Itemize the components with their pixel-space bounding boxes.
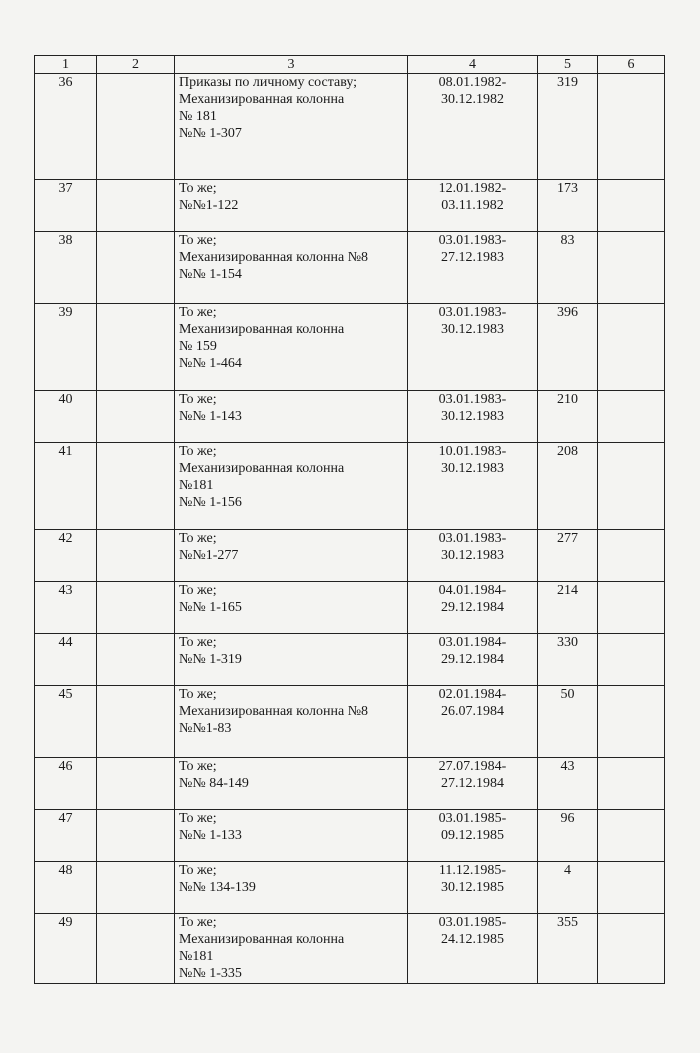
date-range-cell — [408, 914, 538, 984]
description-line: № 159 — [179, 339, 217, 354]
row-number: 41 — [35, 443, 97, 530]
description-line: То же; — [179, 233, 217, 248]
col2-cell — [97, 582, 175, 634]
table-row — [35, 443, 665, 530]
description-cell — [175, 530, 408, 582]
date-start: 10.01.1983- — [438, 444, 507, 459]
date-start: 12.01.1982- — [438, 181, 507, 196]
description-line: То же; — [179, 305, 217, 320]
sheet-count: 50 — [538, 686, 598, 758]
date-end: 30.12.1982 — [441, 92, 504, 107]
description-line: №№ 84-149 — [179, 776, 249, 791]
row-number: 39 — [35, 304, 97, 391]
col2-cell — [97, 530, 175, 582]
description-line: № 181 — [179, 109, 217, 124]
description-line: То же; — [179, 915, 217, 930]
table-row — [35, 582, 665, 634]
col2-cell — [97, 232, 175, 304]
column-header-5: 5 — [538, 56, 598, 74]
date-end: 27.12.1983 — [441, 250, 504, 265]
date-end: 29.12.1984 — [441, 600, 504, 615]
date-start: 03.01.1983- — [438, 233, 507, 248]
row-number: 43 — [35, 582, 97, 634]
description-line: То же; — [179, 811, 217, 826]
sheet-count: 43 — [538, 758, 598, 810]
date-end: 26.07.1984 — [441, 704, 504, 719]
description-line: То же; — [179, 392, 217, 407]
date-end: 30.12.1983 — [441, 322, 504, 337]
date-range-cell — [408, 443, 538, 530]
date-range-cell — [408, 634, 538, 686]
col2-cell — [97, 443, 175, 530]
description-line: То же; — [179, 863, 217, 878]
description-line: То же; — [179, 635, 217, 650]
col2-cell — [97, 862, 175, 914]
row-number: 47 — [35, 810, 97, 862]
sheet-count: 319 — [538, 74, 598, 180]
sheet-count: 355 — [538, 914, 598, 984]
table-row — [35, 686, 665, 758]
date-end: 30.12.1985 — [441, 880, 504, 895]
notes-cell — [598, 634, 665, 686]
notes-cell — [598, 862, 665, 914]
column-header-6: 6 — [598, 56, 665, 74]
row-number: 36 — [35, 74, 97, 180]
notes-cell — [598, 74, 665, 180]
col2-cell — [97, 810, 175, 862]
description-line: Механизированная колонна №8 — [179, 704, 369, 719]
date-range-cell — [408, 304, 538, 391]
description-line: №181 — [179, 478, 214, 493]
notes-cell — [598, 530, 665, 582]
row-number: 42 — [35, 530, 97, 582]
description-cell — [175, 582, 408, 634]
date-start: 03.01.1984- — [438, 635, 507, 650]
description-line: №№ 1-335 — [179, 966, 242, 981]
date-end: 24.12.1985 — [441, 932, 504, 947]
row-number: 46 — [35, 758, 97, 810]
description-line: Механизированная колонна — [179, 461, 345, 476]
description-line: №№ 1-133 — [179, 828, 242, 843]
col2-cell — [97, 391, 175, 443]
description-line: №№ 134-139 — [179, 880, 256, 895]
table-row — [35, 74, 665, 180]
date-start: 02.01.1984- — [438, 687, 507, 702]
notes-cell — [598, 758, 665, 810]
description-line: То же; — [179, 759, 217, 774]
table-row — [35, 862, 665, 914]
date-end: 27.12.1984 — [441, 776, 504, 791]
sheet-count: 173 — [538, 180, 598, 232]
date-start: 03.01.1985- — [438, 811, 507, 826]
column-header-4: 4 — [408, 56, 538, 74]
date-range-cell — [408, 232, 538, 304]
description-cell — [175, 232, 408, 304]
table-row — [35, 304, 665, 391]
description-line: №№ 1-165 — [179, 600, 242, 615]
date-range-cell — [408, 391, 538, 443]
description-line: Механизированная колонна — [179, 322, 345, 337]
table-row — [35, 391, 665, 443]
date-end: 29.12.1984 — [441, 652, 504, 667]
date-range-cell — [408, 530, 538, 582]
description-cell — [175, 180, 408, 232]
table-row — [35, 758, 665, 810]
date-range-cell — [408, 180, 538, 232]
col2-cell — [97, 914, 175, 984]
description-cell — [175, 74, 408, 180]
description-cell — [175, 634, 408, 686]
notes-cell — [598, 180, 665, 232]
table-row — [35, 810, 665, 862]
notes-cell — [598, 232, 665, 304]
notes-cell — [598, 914, 665, 984]
sheet-count: 330 — [538, 634, 598, 686]
row-number: 40 — [35, 391, 97, 443]
description-line: Приказы по личному составу; — [179, 75, 358, 90]
description-line: №№ 1-154 — [179, 267, 242, 282]
col2-cell — [97, 74, 175, 180]
notes-cell — [598, 391, 665, 443]
description-line: То же; — [179, 583, 217, 598]
date-range-cell — [408, 74, 538, 180]
row-number: 49 — [35, 914, 97, 984]
description-line: Механизированная колонна — [179, 92, 345, 107]
inventory-table — [34, 55, 665, 984]
date-range-cell — [408, 686, 538, 758]
date-end: 30.12.1983 — [441, 548, 504, 563]
date-range-cell — [408, 582, 538, 634]
description-cell — [175, 758, 408, 810]
table-row — [35, 634, 665, 686]
column-header-1: 1 — [35, 56, 97, 74]
row-number: 44 — [35, 634, 97, 686]
description-cell — [175, 686, 408, 758]
description-line: №№1-277 — [179, 548, 239, 563]
date-end: 03.11.1982 — [441, 198, 504, 213]
date-range-cell — [408, 810, 538, 862]
description-line: То же; — [179, 444, 217, 459]
sheet-count: 396 — [538, 304, 598, 391]
date-start: 03.01.1983- — [438, 305, 507, 320]
description-line: №№ 1-307 — [179, 126, 242, 141]
table-row — [35, 180, 665, 232]
sheet-count: 96 — [538, 810, 598, 862]
row-number: 38 — [35, 232, 97, 304]
notes-cell — [598, 582, 665, 634]
sheet-count: 210 — [538, 391, 598, 443]
date-start: 03.01.1983- — [438, 531, 507, 546]
sheet-count: 208 — [538, 443, 598, 530]
description-line: №№1-122 — [179, 198, 239, 213]
date-start: 04.01.1984- — [438, 583, 507, 598]
col2-cell — [97, 180, 175, 232]
description-line: Механизированная колонна — [179, 932, 345, 947]
column-header-2: 2 — [97, 56, 175, 74]
col2-cell — [97, 758, 175, 810]
date-start: 27.07.1984- — [438, 759, 507, 774]
notes-cell — [598, 304, 665, 391]
col2-cell — [97, 686, 175, 758]
description-line: №№ 1-319 — [179, 652, 242, 667]
date-start: 03.01.1985- — [438, 915, 507, 930]
description-line: То же; — [179, 181, 217, 196]
table-row — [35, 914, 665, 984]
description-cell — [175, 304, 408, 391]
sheet-count: 214 — [538, 582, 598, 634]
description-cell — [175, 443, 408, 530]
row-number: 37 — [35, 180, 97, 232]
sheet-count: 4 — [538, 862, 598, 914]
date-start: 08.01.1982- — [438, 75, 507, 90]
date-range-cell — [408, 758, 538, 810]
row-number: 45 — [35, 686, 97, 758]
date-end: 09.12.1985 — [441, 828, 504, 843]
date-end: 30.12.1983 — [441, 409, 504, 424]
row-number: 48 — [35, 862, 97, 914]
description-line: №№ 1-464 — [179, 356, 242, 371]
description-cell — [175, 810, 408, 862]
table-row — [35, 530, 665, 582]
description-line: То же; — [179, 687, 217, 702]
column-header-3: 3 — [175, 56, 408, 74]
date-start: 03.01.1983- — [438, 392, 507, 407]
description-line: №№1-83 — [179, 721, 232, 736]
notes-cell — [598, 686, 665, 758]
col2-cell — [97, 304, 175, 391]
date-start: 11.12.1985- — [438, 863, 507, 878]
notes-cell — [598, 810, 665, 862]
description-line: То же; — [179, 531, 217, 546]
date-range-cell — [408, 862, 538, 914]
sheet-count: 277 — [538, 530, 598, 582]
description-line: №181 — [179, 949, 214, 964]
description-cell — [175, 391, 408, 443]
col2-cell — [97, 634, 175, 686]
date-end: 30.12.1983 — [441, 461, 504, 476]
sheet-count: 83 — [538, 232, 598, 304]
table-row — [35, 232, 665, 304]
description-line: Механизированная колонна №8 — [179, 250, 369, 265]
description-cell — [175, 914, 408, 984]
description-cell — [175, 862, 408, 914]
description-line: №№ 1-143 — [179, 409, 242, 424]
description-line: №№ 1-156 — [179, 495, 242, 510]
notes-cell — [598, 443, 665, 530]
header-row — [35, 56, 665, 74]
